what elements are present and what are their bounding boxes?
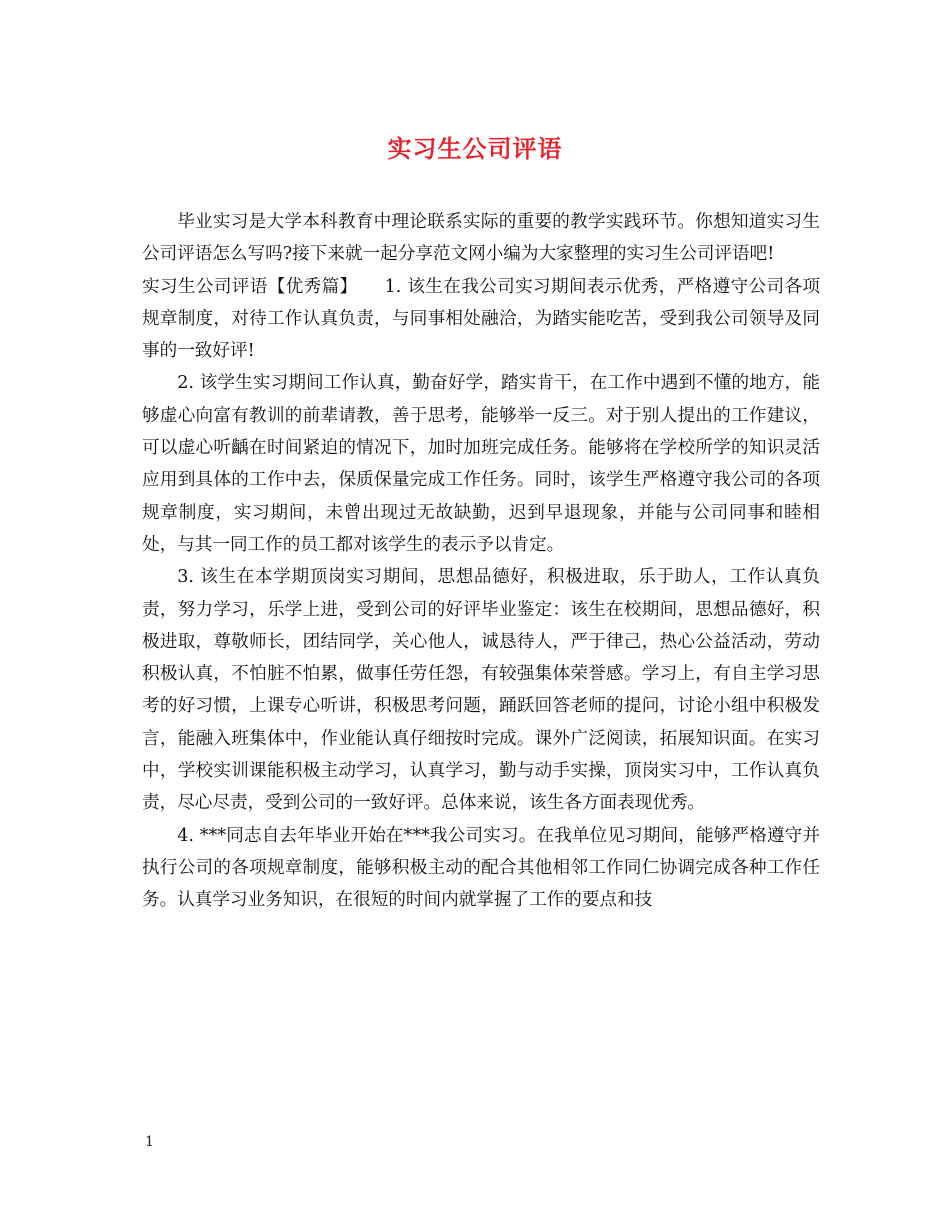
item-4-paragraph: 4. ***同志自去年毕业开始在***我公司实习。在我单位见习期间，能够严格遵守并执行公司的各项规章制度，能够积极主动的配合其他相邻工作同仁协调完成各种工作任务。认真学习业务知识，在很短的时间内就掌握了工作的要点和技 — [142, 825, 820, 911]
document-title: 实习生公司评语 — [387, 134, 563, 163]
item-2-paragraph: 2. 该学生实习期间工作认真，勤奋好学，踏实肯干，在工作中遇到不懂的地方，能够虚心向富有教训的前辈请教，善于思考，能够举一反三。对于别人提出的工作建议，可以虚心听齲在时间紧迫的情况下，加时加班完成任务。能够将在学校所学的知识灵活应用到具体的工作中去，保质保量完成工作任务。同时，该学生严格遵守我公司的各项规章制度，实习期间，未曾出现过无故缺勤，迟到早退现象，并能与公司同事和睦相处，与其一同工作的员工都对该学生的表示予以肯定。 — [142, 373, 820, 555]
item-3-paragraph: 3. 该生在本学期顶岗实习期间，思想品德好，积极进取，乐于助人，工作认真负责，努力学习，乐学上进，受到公司的好评毕业鉴定：该生在校期间，思想品德好，积极进取，尊敬师长，团结同学，关心他人，诚恳待人，严于律己，热心公益活动，劳动积极认真，不怕脏不怕累，做事任劳任怨，有较强集体荣誉感。学习上，有自主学习思考的好习惯，上课专心听讲，积极思考问题，踊跃回答老师的提问，讨论小组中积极发言，能融入班集体中，作业能认真仔细按时完成。课外广泛阅读，拓展知识面。在实习中，学校实训课能积极主动学习，认真学习，勤与动手实操，顶岗实习中，工作认真负责，尽心尽责，受到公司的一致好评。总体来说，该生各方面表现优秀。 — [142, 567, 820, 814]
intro-paragraph: 毕业实习是大学本科教育中理论联系实际的重要的教学实践环节。你想知道实习生公司评语怎么写吗?接下来就一起分享范文网小编为大家整理的实习生公司评语吧! — [142, 212, 820, 265]
page-number: 1 — [145, 1134, 154, 1150]
section-paragraph: 实习生公司评语【优秀篇】 1. 该生在我公司实习期间表示优秀，严格遵守公司各项规章制度，对待工作认真负责，与同事相处融洽，为踏实能吃苦，受到我公司领导及同事的一致好评! — [142, 276, 820, 362]
document-body — [142, 206, 820, 917]
